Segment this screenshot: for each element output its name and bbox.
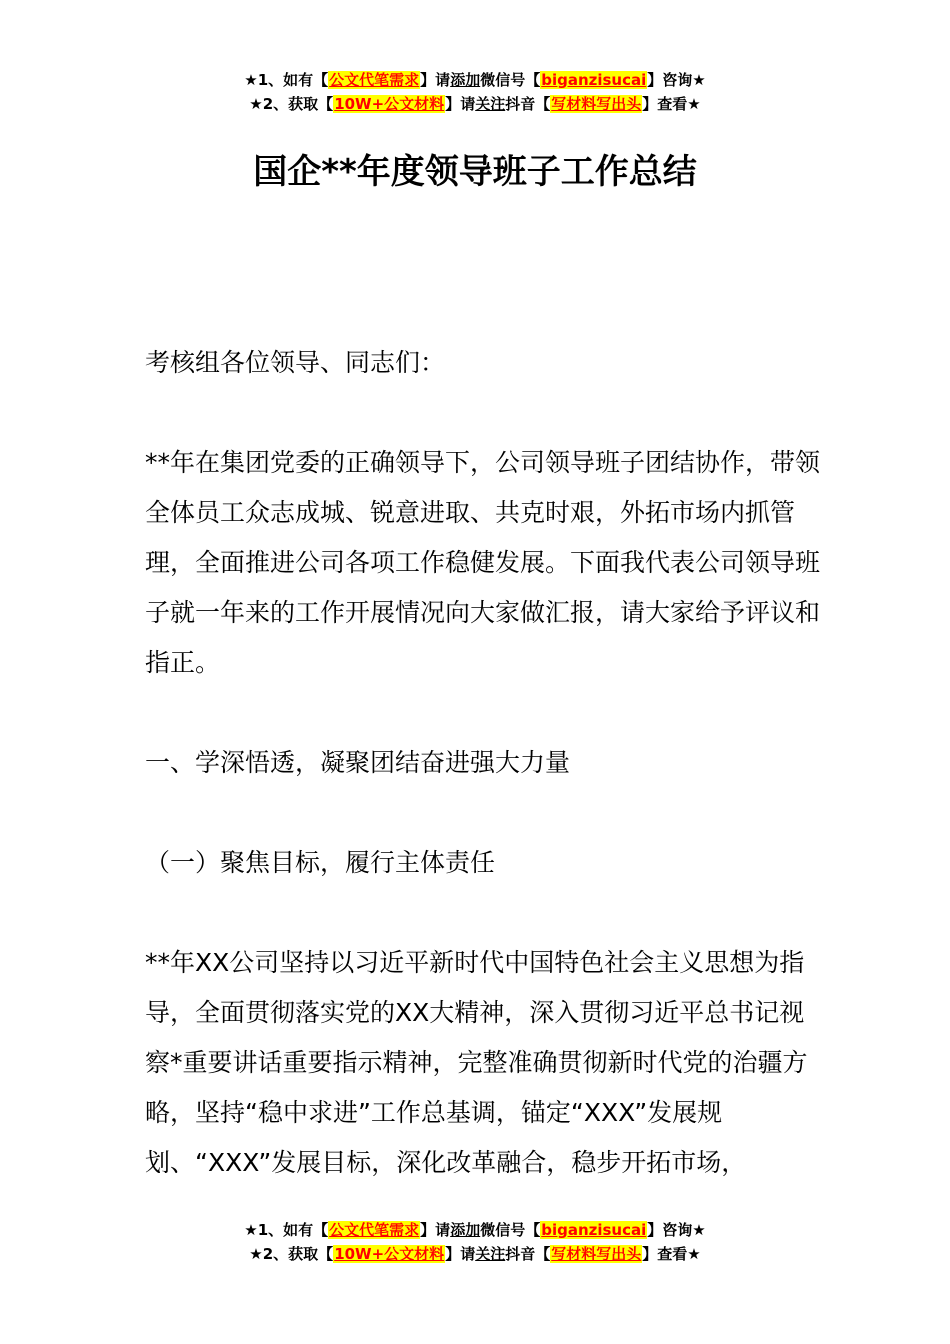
- promo-text: 】请: [445, 1245, 476, 1263]
- promo-text: ★1、如有【: [244, 1221, 329, 1239]
- promo-text: 】咨询★: [647, 71, 706, 89]
- promo-text: 微信号【: [480, 71, 541, 89]
- promo-highlight: biganzisucai: [541, 1221, 647, 1239]
- promo-line-1: [0, 68, 950, 92]
- promo-banner-top: [0, 68, 950, 116]
- promo-highlight: 写材料写出头: [551, 1245, 642, 1263]
- promo-text: 抖音【: [505, 95, 551, 113]
- promo-line-2: [0, 1242, 950, 1266]
- document-title: 国企**年度领导班子工作总结: [253, 152, 697, 192]
- promo-highlight: biganzisucai: [541, 71, 647, 89]
- salutation: 考核组各位领导、同志们：: [145, 348, 446, 377]
- paragraph-intro: **年在集团党委的正确领导下，公司领导班子团结协作，带领全体员工众志成城、锐意进取、共克时艰，外拓市场内抓管理，全面推进公司各项工作稳健发展。下面我代表公司领导班子就一年来的工作开展情况向大家做汇报，请大家给予评议和指正。: [145, 448, 821, 677]
- promo-text: 】请: [420, 71, 451, 89]
- promo-highlight: 10W+公文材料: [334, 1245, 445, 1263]
- promo-underline: 添加: [450, 1221, 481, 1239]
- promo-banner-bottom: [0, 1218, 950, 1266]
- promo-underline: 关注: [475, 95, 506, 113]
- promo-underline: 关注: [475, 1245, 506, 1263]
- promo-highlight: 写材料写出头: [551, 95, 642, 113]
- promo-highlight: 10W+公文材料: [334, 95, 445, 113]
- paragraph-body: **年XX公司坚持以习近平新时代中国特色社会主义思想为指导，全面贯彻落实党的XX大精神，深入贯彻习近平总书记视察*重要讲话重要指示精神，完整准确贯彻新时代党的治疆方略，坚持“稳中求进”工作总基调，锚定“XXX”发展规划、“XXX”发展目标，深化改革融合，稳步开拓市场，: [145, 948, 808, 1177]
- promo-highlight: 公文代笔需求: [329, 1221, 420, 1239]
- promo-underline: 添加: [450, 71, 481, 89]
- promo-text: 】查看★: [642, 1245, 701, 1263]
- promo-line-2: [0, 92, 950, 116]
- promo-text: ★2、获取【: [249, 1245, 334, 1263]
- section-heading: 一、学深悟透，凝聚团结奋进强大力量: [145, 748, 571, 777]
- promo-text: 微信号【: [480, 1221, 541, 1239]
- promo-text: 】请: [445, 95, 476, 113]
- promo-highlight: 公文代笔需求: [329, 71, 420, 89]
- promo-text: 】咨询★: [647, 1221, 706, 1239]
- promo-text: 抖音【: [505, 1245, 551, 1263]
- promo-text: ★2、获取【: [249, 95, 334, 113]
- promo-text: 】请: [420, 1221, 451, 1239]
- subsection-heading: （一）聚焦目标，履行主体责任: [145, 848, 496, 877]
- promo-text: 】查看★: [642, 95, 701, 113]
- promo-text: ★1、如有【: [244, 71, 329, 89]
- promo-line-1: [0, 1218, 950, 1242]
